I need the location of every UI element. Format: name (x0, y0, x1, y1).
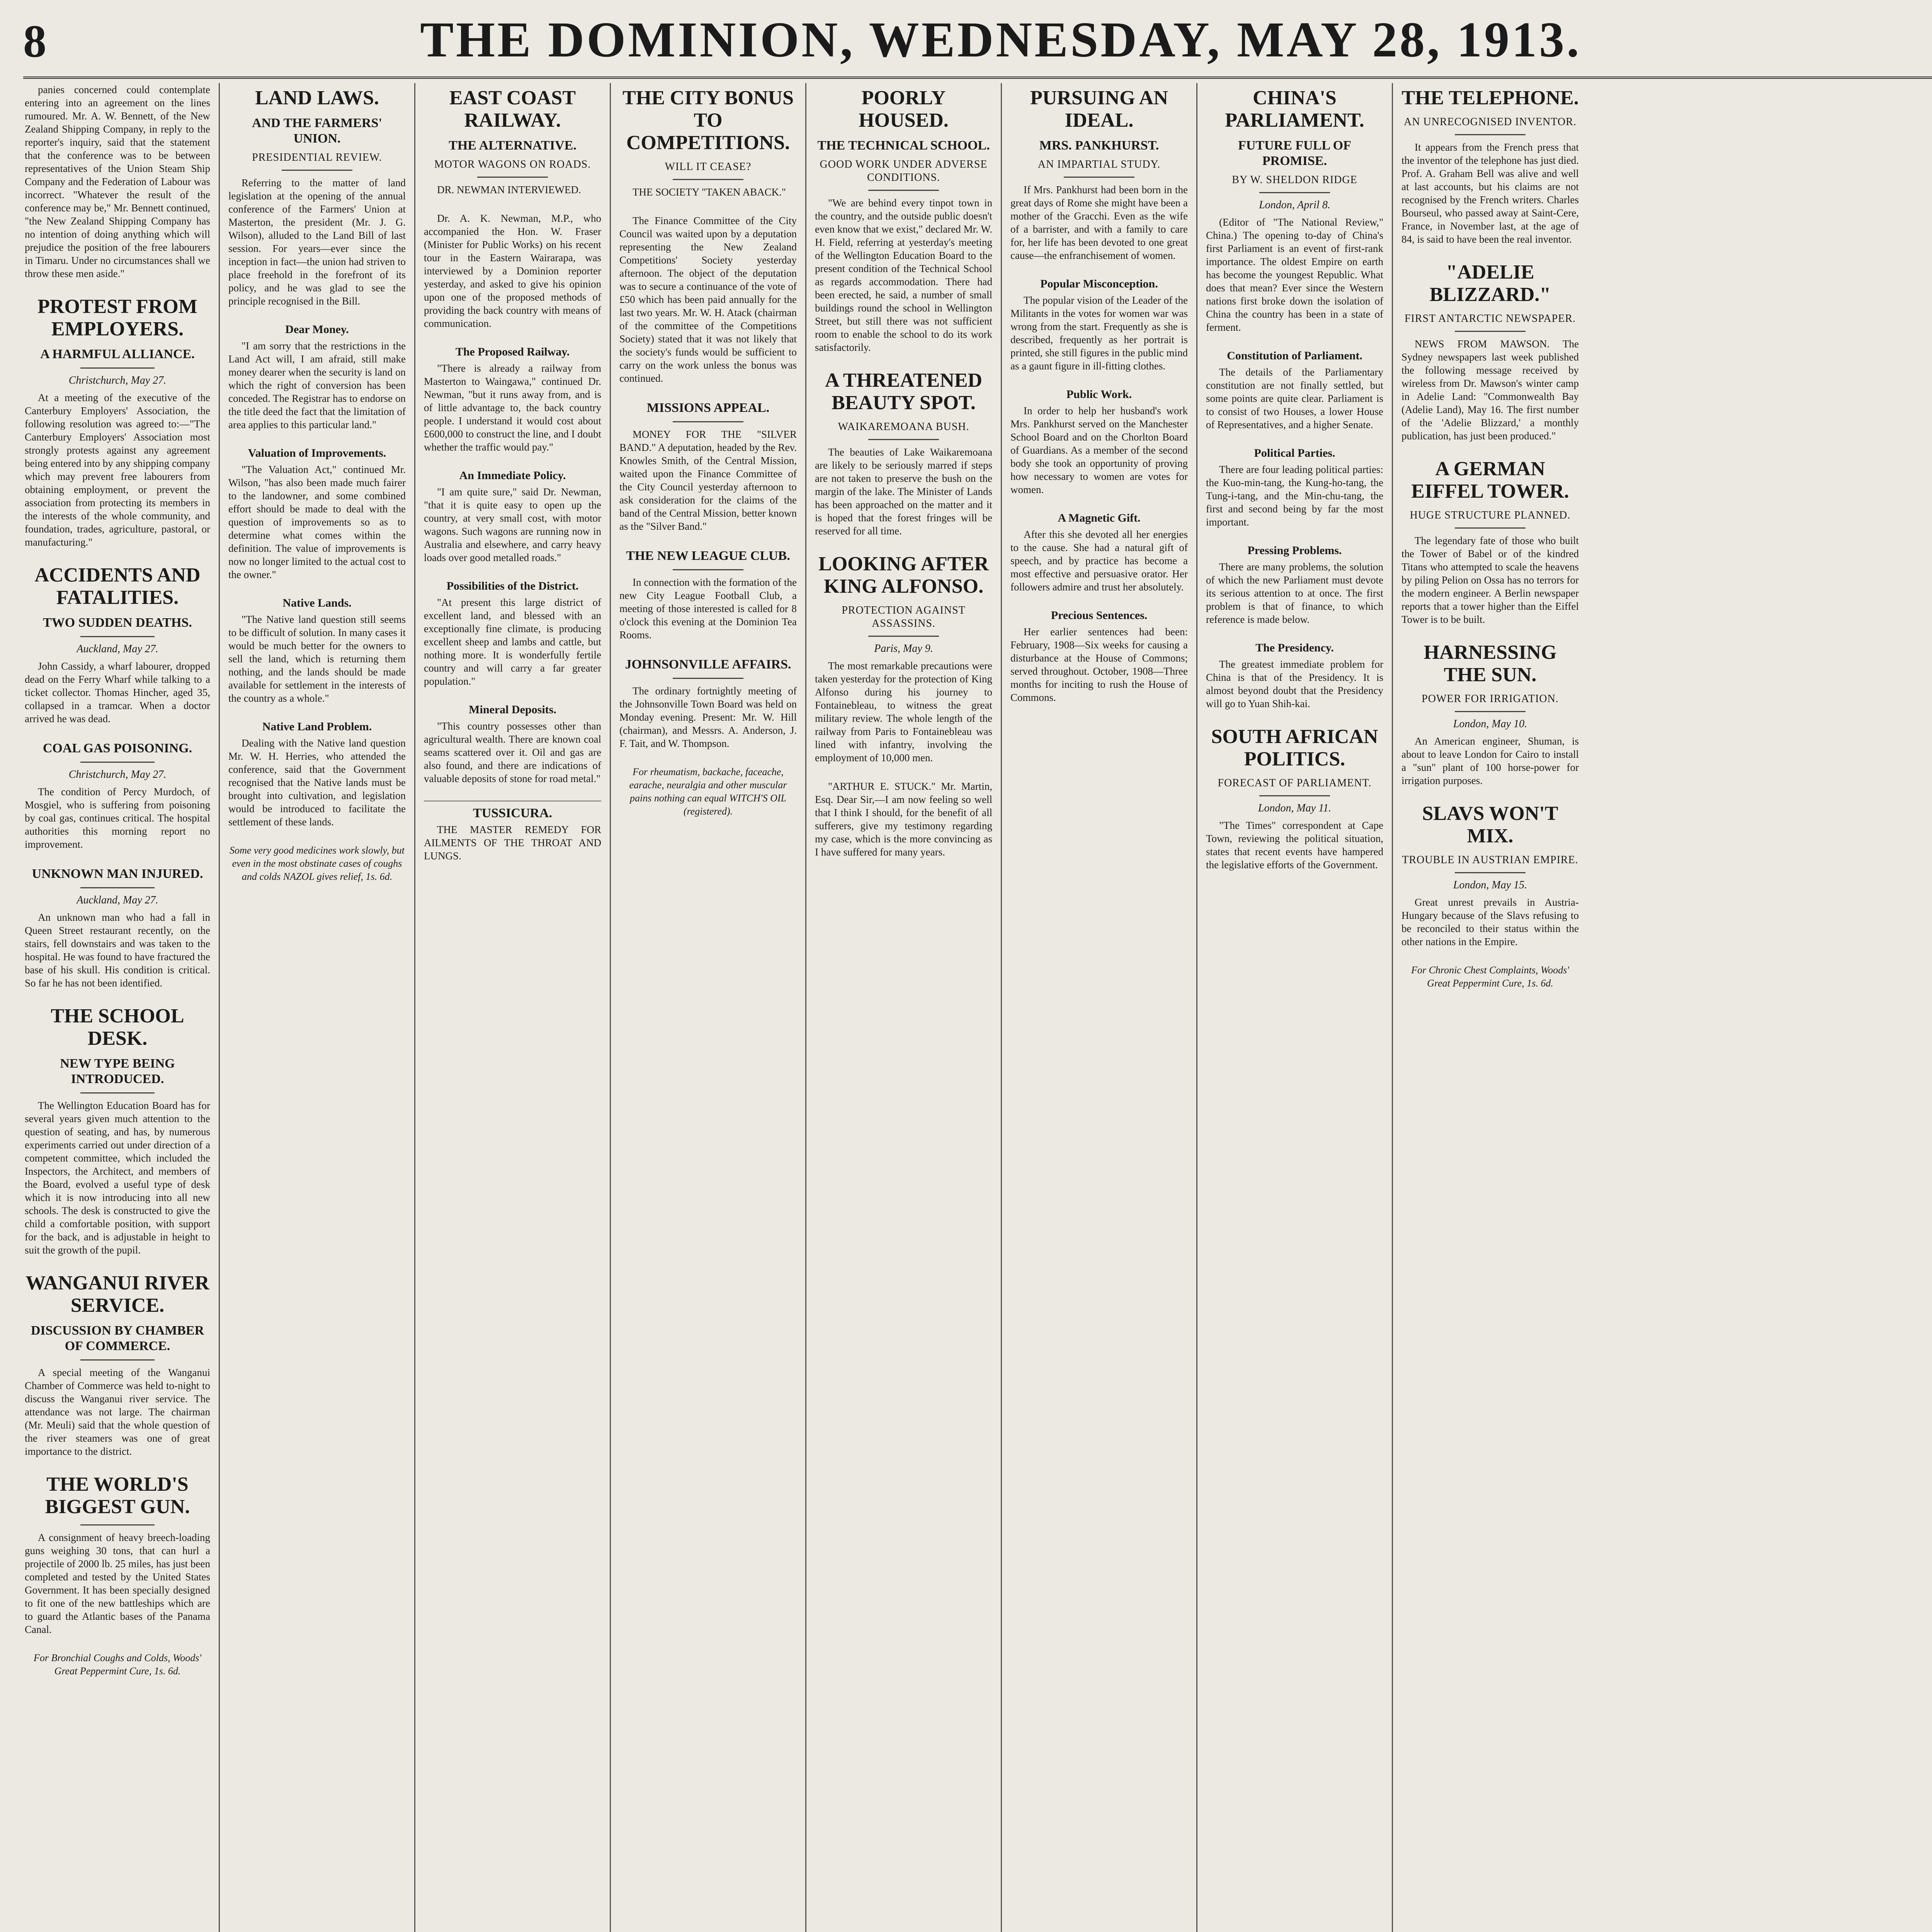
article-body: "There is already a railway from Masterton to Waingawa," continued Dr. Newman, "but it runs away from, and is of little advantage to, the back country people. I understand it would cost about £600,000 to construct the line, and I doubt whether the traffic would pay." (424, 362, 601, 453)
article (25, 741, 210, 851)
article-body: The most remarkable precautions were taken yesterday for the protection of King Alfonso during his journey to Fontainebleau, to witness the great military review. The whole length of the railway from Paris to Fontainebleau was lined with infantry, involving the employment of 10,000 men. (815, 660, 992, 764)
divider-rule (868, 190, 939, 191)
divider-rule (282, 170, 353, 171)
article (619, 765, 797, 818)
article-subheadline: TWO SUDDEN DEATHS. (43, 616, 192, 630)
page-number: 8 (23, 15, 46, 67)
newspaper-title: THE DOMINION, WEDNESDAY, MAY 28, 1913. (420, 12, 1582, 68)
article-deck: FIRST ANTARCTIC NEWSPAPER. (1404, 313, 1576, 325)
article (25, 83, 210, 280)
article-headline: PROTEST FROM EMPLOYERS. (37, 296, 197, 340)
advertisement-text: Some very good medicines work slowly, but even in the most obstinate cases of coughs and colds NAZOL gives relief, 1s. 6d. (230, 845, 405, 882)
article-dateline: London, May 11. (1258, 802, 1332, 814)
newspaper-columns (23, 83, 1932, 1932)
article-headline: SOUTH AFRICAN POLITICS. (1211, 726, 1378, 770)
section-heading: A Magnetic Gift. (1058, 512, 1141, 524)
divider-rule (80, 367, 155, 369)
article-body: Dr. A. K. Newman, M.P., who accompanied the Hon. W. Fraser (Minister for Public Works) on his recent tour in the Eastern Wairarapa, was interviewed by a Dominion reporter yesterday, and asked to give his opinion upon one of the proposed methods of providing the back country with means of communication. (424, 213, 601, 329)
article-body: "The Times" correspondent at Cape Town, reviewing the political situation, states that recent events have hampered the legislative efforts of the Government. (1206, 820, 1383, 871)
article-subheadline: THE ALTERNATIVE. (449, 138, 577, 153)
article (815, 369, 992, 537)
article (228, 447, 406, 581)
article (1010, 87, 1188, 262)
article-body: At a meeting of the executive of the Canterbury Employers' Association, the following resolution was agreed to:—"The Canterbury Employers' Association most strongly protests against any agreement being entered into by any shipping company which may prevent free labourers from obtaining employment, or prevent the association from protecting its members in the interests of the whole community, and foundation, trades, agriculture, pastoral, or manufacturing." (25, 392, 210, 548)
article-headline: POORLY HOUSED. (859, 87, 949, 131)
article-body: Referring to the matter of land legislation at the opening of the annual conference of the Farmers' Union at Masterton, the president (Mr. J. G. Wilson), alluded to the Land Bill of last session. For years—ever since the inception in fact—the union had striven to place freehold in the forefront of its policy, and he was glad to see the principle recognised in the Bill. (228, 177, 406, 307)
article-body: The greatest immediate problem for China is that of the Presidency. It is almost beyond doubt that the Presidency will go to Yuan Shih-kai. (1206, 658, 1383, 709)
advertisement-text: For rheumatism, backache, faceache, earache, neuralgia and other muscular pains nothing can equal WITCH'S OIL (registered). (629, 766, 787, 817)
article-body: A consignment of heavy breech-loading guns weighing 30 tons, that can hurl a projectile of 2000 lb. 25 miles, has just been completed and tested by the United States Government. It has been specially designed to fit one of the new battleships which are to guard the Atlantic bases of the Panama Canal. (25, 1532, 210, 1635)
article-headline: LAND LAWS. (255, 87, 379, 109)
column-6 (1001, 83, 1196, 1932)
article (619, 87, 797, 199)
article (619, 657, 797, 750)
section-heading: Political Parties. (1254, 447, 1335, 459)
article (815, 553, 992, 764)
article-body: The ordinary fortnightly meeting of the Johnsonville Town Board was held on Monday evening. Present: Mr. W. Hill (chairman), and Messrs. A. Anderson, J. F. Tait, and W. Thompson. (619, 685, 797, 749)
divider-rule (477, 177, 548, 178)
divider-rule (80, 1359, 155, 1361)
section-heading: Dear Money. (285, 323, 349, 336)
section-heading: Valuation of Improvements. (248, 447, 386, 459)
divider-rule (80, 1524, 155, 1526)
section-heading: Possibilities of the District. (446, 580, 579, 592)
article-deck: HUGE STRUCTURE PLANNED. (1410, 509, 1571, 521)
article-body: "This country possesses other than agricultural wealth. There are known coal seams scattered over it. Oil and gas are also found, and there are indications of valuable deposits of stone for road metal." (424, 720, 601, 784)
article-body: MONEY FOR THE "SILVER BAND." A deputation, headed by the Rev. Knowles Smith, of the Central Mission, waited upon the Finance Committee of the City Council yesterday afternoon to ask consideration for the claims of the band of the Central Mission, better known as the "Silver Band." (619, 429, 797, 532)
article-deck: AN IMPARTIAL STUDY. (1037, 158, 1161, 170)
divider-rule (868, 636, 939, 637)
article-body: It appears from the French press that the inventor of the telephone has just died. Prof. A. Graham Bell was alive and well at last accounts, but his claims are not recognised by the French writers. Charles Bourseul, who passed away at Saint-Cere, France, in November last, at the age of 84, is said to have been the real inventor. (1401, 141, 1579, 245)
article (25, 866, 210, 990)
article-headline: ACCIDENTS AND FATALITIES. (34, 564, 201, 609)
article-headline: THE TELEPHONE. (1401, 87, 1579, 109)
article-body: "The Native land question still seems to be difficult of solution. In many cases it would be much better for the owners to sell the land, which is returning them nothing, and the lands should be made available for settlement in the interests of the country as a whole." (228, 614, 406, 704)
article-dateline: Christchurch, May 27. (68, 374, 167, 386)
divider-rule (1259, 795, 1330, 796)
section-heading: The Presidency. (1255, 641, 1334, 654)
article-subheadline: COAL GAS POISONING. (43, 741, 192, 755)
article-subheadline: AND THE FARMERS' UNION. (252, 116, 382, 146)
column-4 (610, 83, 805, 1932)
article-headline: THE SCHOOL DESK. (51, 1005, 184, 1049)
article (1206, 349, 1383, 431)
article-body: The legendary fate of those who built the Tower of Babel or of the kindred Titans who attempted to scale the heavens by piling Pelion on Ossa has no terrors for the modern engineer. A Berlin newspaper reports that a tower higher than the Eiffel Tower is to be built. (1401, 535, 1579, 625)
article-dateline: Auckland, May 27. (77, 643, 158, 655)
article-deck: WAIKAREMOANA BUSH. (838, 421, 969, 433)
divider-rule (673, 179, 744, 180)
article-subheadline: THE TECHNICAL SCHOOL. (817, 138, 990, 153)
masthead (23, 11, 1932, 79)
article-body: John Cassidy, a wharf labourer, dropped dead on the Ferry Wharf while talking to a ticket collector. Thomas Hincher, aged 35, collapsed in a tramcar. When a doctor arrived he was dead. (25, 660, 210, 724)
column-2 (219, 83, 414, 1932)
article (619, 548, 797, 641)
article-body: "I am quite sure," said Dr. Newman, "that it is quite easy to open up the country, at very small cost, with motor wagons. Such wagons are running now in Australia and elsewhere, and carry heavy loads over good metalled roads." (424, 486, 601, 563)
article-body: "We are behind every tinpot town in the country, and the outside public doesn't even know that we exist," declared Mr. W. H. Field, referring at yesterday's meeting of the Wellington Education Board to the present condition of the Technical School as regards accommodation. There had been erected, he said, a number of small buildings round the school in Wellington Street, but still there was not sufficient room to enable the school to do its work satisfactorily. (815, 197, 992, 353)
article (1401, 87, 1579, 246)
section-heading: The Proposed Railway. (455, 345, 570, 358)
article (815, 780, 992, 859)
article-headline: HARNESSING THE SUN. (1423, 641, 1557, 686)
section-heading: Pressing Problems. (1247, 544, 1342, 557)
article (619, 214, 797, 385)
article (228, 87, 406, 308)
divider-rule (1455, 134, 1526, 135)
divider-rule (80, 636, 155, 637)
article-dateline: Christchurch, May 27. (68, 769, 167, 781)
article-headline: TUSSICURA. (424, 801, 601, 820)
divider-rule (80, 887, 155, 888)
article-deck: TROUBLE IN AUSTRIAN EMPIRE. (1402, 854, 1578, 866)
article-body: Dealing with the Native land question Mr. W. H. Herries, who attended the conference, said that the Government recognised that the Native lands must be brought into cultivation, and legislation would be introduced to facilitate the settlement of these lands. (228, 737, 406, 828)
divider-rule (673, 569, 744, 570)
advertisement-text: For Bronchial Coughs and Colds, Woods' Great Peppermint Cure, 1s. 6d. (33, 1652, 202, 1677)
article-deck: PRESIDENTIAL REVIEW. (252, 151, 382, 163)
article-body: There are four leading political parties: the Kuo-min-tang, the Kung-ho-tang, the Tung-i-tang, and the Min-chu-tang, the first and second being by far the most important. (1206, 464, 1383, 528)
section-heading: Popular Misconception. (1040, 277, 1158, 290)
article-headline: WANGANUI RIVER SERVICE. (26, 1272, 209, 1316)
divider-rule (80, 762, 155, 763)
article (1010, 512, 1188, 594)
article (424, 580, 601, 688)
article-dateline: Paris, May 9. (874, 643, 933, 655)
column-3 (414, 83, 610, 1932)
divider-rule (1455, 711, 1526, 712)
article-subheadline: JOHNSONVILLE AFFAIRS. (625, 657, 791, 672)
section-heading: Native Land Problem. (262, 720, 372, 733)
article-deck: BY W. SHELDON RIDGE (1232, 174, 1357, 186)
article (228, 720, 406, 828)
section-heading: Constitution of Parliament. (1227, 349, 1362, 362)
article-headline: A GERMAN EIFFEL TOWER. (1411, 458, 1569, 502)
article-dateline: London, April 8. (1259, 199, 1330, 211)
divider-rule (1455, 331, 1526, 332)
article (25, 1005, 210, 1257)
article-deck: FORECAST OF PARLIAMENT. (1218, 777, 1372, 789)
article (424, 87, 601, 196)
article (1010, 277, 1188, 372)
article (619, 400, 797, 533)
article (1206, 641, 1383, 710)
article-headline: "ADELIE BLIZZARD." (1429, 261, 1551, 306)
article-deck: WILL IT CEASE? (665, 161, 752, 173)
article (228, 597, 406, 705)
article-body: In connection with the formation of the new City League Football Club, a meeting of those interested is called for 8 o'clock this evening at the Dominion Tea Rooms. (619, 577, 797, 641)
article-body: If Mrs. Pankhurst had been born in the great days of Rome she might have been a mother of the Gracchi. Even as the wife of a barrister, and with a family to care for, her life has been devoted to one great cause—the enfranchisement of women. (1010, 184, 1188, 261)
divider-rule (868, 439, 939, 440)
article (1206, 87, 1383, 334)
article-body: The condition of Percy Murdoch, of Mosgiel, who is suffering from poisoning by coal gas, continues critical. The hospital authorities this morning report no improvement. (25, 786, 210, 850)
article-dateline: London, May 10. (1453, 718, 1527, 730)
article-body: An American engineer, Shuman, is about to leave London for Cairo to install a "sun" plant of 100 horse-power for irrigation purposes. (1401, 735, 1579, 786)
advertisement-text: For Chronic Chest Complaints, Woods' Great Peppermint Cure, 1s. 6d. (1411, 964, 1569, 989)
article (1010, 388, 1188, 496)
article (228, 844, 406, 883)
article (1401, 803, 1579, 948)
article-body: "The Valuation Act," continued Mr. Wilson, "has also been made much fairer to the landowner, and some combined effort should be made to deal with the question of improvements so as to determine what comes within the definition. The value of improvements is now no longer limited to the actual cost to the owner." (228, 464, 406, 580)
article (1206, 726, 1383, 871)
article-body: NEWS FROM MAWSON. The Sydney newspapers last week published the following message received by wireless from Dr. Mawson's winter camp in Adelie Land: "Commonwealth Bay (Adelie Land), May 16. The first number of the 'Adelie Blizzard,' a monthly publication, has just been produced." (1401, 338, 1579, 442)
article-subheadline: DISCUSSION BY CHAMBER OF COMMERCE. (31, 1323, 204, 1353)
section-heading: An Immediate Policy. (459, 469, 566, 482)
article-body: After this she devoted all her energies to the cause. She had a natural gift of speech, and by practice has become a most effective and persuasive orator. Her followers admire and trust her absolutely. (1010, 529, 1188, 593)
article-body: The details of the Parliamentary constitution are not finally settled, but some points are quite clear. Parliament is to consist of two Houses, a lower House of Representatives, and a higher Senate. (1206, 366, 1383, 430)
article (424, 469, 601, 564)
article (25, 1651, 210, 1678)
article-deck: POWER FOR IRRIGATION. (1422, 693, 1559, 705)
article-body: A special meeting of the Wanganui Chamber of Commerce was held to-night to discuss the Wanganui river service. The attendance was not large. The chairman (Mr. Meuli) said that the whole question of the river steamers was one of great importance to the district. (25, 1367, 210, 1457)
article (1401, 458, 1579, 626)
article-subheadline: MISSIONS APPEAL. (646, 401, 770, 415)
divider-rule (1064, 177, 1135, 178)
article-body: In order to help her husband's work Mrs. Pankhurst served on the Manchester School Board and on the Chorlton Board of Guardians. As a member of the second body she took an opportunity of proving how necessary to women are votes for women. (1010, 405, 1188, 495)
article-subheadline: UNKNOWN MAN INJURED. (32, 867, 203, 881)
article-headline: A THREATENED BEAUTY SPOT. (825, 369, 982, 414)
article-body: "At present this large district of excellent land, and blessed with an exceptionally fine climate, is producing excellent sheep and lambs and cattle, but nothing more. It is wonderfully fertile country and will carry a far greater population." (424, 597, 601, 687)
article (424, 801, 601, 862)
article-headline: SLAVS WON'T MIX. (1422, 803, 1558, 847)
article-headline: EAST COAST RAILWAY. (449, 87, 576, 131)
article (25, 564, 210, 725)
article-deck: MOTOR WAGONS ON ROADS. (434, 158, 591, 170)
divider-rule (80, 1092, 155, 1094)
divider-rule (673, 421, 744, 422)
article (1401, 641, 1579, 787)
section-heading: Native Lands. (282, 597, 352, 609)
column-7 (1196, 83, 1392, 1932)
article-headline: PURSUING AN IDEAL. (1030, 87, 1168, 131)
article (1010, 609, 1188, 704)
section-heading: Public Work. (1066, 388, 1132, 401)
article-body: "I am sorry that the restrictions in the Land Act will, I am afraid, still make money dearer when the security is land on which the right of conversion has been conceded. The Registrar has to endorse on the title deed the fact that the limitation of area applies to this particular land." (228, 340, 406, 430)
article-headline: THE CITY BONUS TO COMPETITIONS. (622, 87, 794, 154)
article-headline: LOOKING AFTER KING ALFONSO. (818, 553, 989, 597)
article-body: (Editor of "The National Review," China.) The opening to-day of China's first Parliament is an event of first-rank importance. The oldest Empire on earth has become the youngest Republic. What does that mean? Ever since the Western nations first broke down the isolation of China the country has been in a state of ferment. (1206, 216, 1383, 333)
article-subheadline: FUTURE FULL OF PROMISE. (1238, 138, 1351, 168)
article-headline: THE WORLD'S BIGGEST GUN. (45, 1473, 190, 1518)
article-subheadline: THE NEW LEAGUE CLUB. (626, 549, 790, 563)
section-heading: Mineral Deposits. (469, 703, 556, 716)
article-body: "ARTHUR E. STUCK." Mr. Martin, Esq. Dear Sir,—I am now feeling so well that I think I should, for the benefit of all sufferers, give my testimony regarding my case, which is the more convincing as I have suffered for many years. (815, 781, 992, 858)
article (424, 345, 601, 454)
article-dateline: London, May 15. (1453, 879, 1527, 891)
section-heading: Precious Sentences. (1051, 609, 1148, 622)
column-8 (1392, 83, 1587, 1932)
article (424, 212, 601, 330)
article (25, 1272, 210, 1458)
article-dateline: Auckland, May 27. (77, 894, 158, 906)
article-body: THE MASTER REMEDY FOR AILMENTS OF THE THROAT AND LUNGS. (424, 824, 601, 862)
article-subheadline: A HARMFUL ALLIANCE. (40, 347, 195, 361)
article-body: The Wellington Education Board has for several years given much attention to the question of seating, and has, by numerous experiments carried out under direction of a competent committee, which included the Inspectors, the Architect, and members of the Board, evolved a useful type of desk which it is now introducing into all new schools. The desk is constructed to give the child a comfortable position, with support for the back, and is adjustable in height to suit the growth of the pupil. (25, 1100, 210, 1256)
article-headline: CHINA'S PARLIAMENT. (1225, 87, 1364, 131)
article-body: An unknown man who had a fall in Queen Street restaurant recently, on the stairs, fell downstairs and was taken to the hospital. He was found to have fractured the base of his skull. His condition is critical. So far he has not been identified. (25, 912, 210, 989)
divider-rule (1455, 527, 1526, 529)
article (1206, 447, 1383, 529)
article-body: The beauties of Lake Waikaremoana are likely to be seriously marred if steps are not taken to preserve the bush on the margin of the lake. The Minister of Lands has been approached on the matter and it is hoped that the forest fringes will be reserved for all time. (815, 446, 992, 537)
divider-rule (1259, 192, 1330, 193)
divider-rule (673, 678, 744, 679)
article-subheadline: NEW TYPE BEING INTRODUCED. (60, 1056, 175, 1086)
article-deck: GOOD WORK UNDER ADVERSE CONDITIONS. (820, 158, 988, 184)
article-deck: AN UNRECOGNISED INVENTOR. (1404, 116, 1577, 128)
article-body: THE SOCIETY "TAKEN ABACK." (633, 186, 786, 198)
article-body: Great unrest prevails in Austria-Hungary because of the Slavs refusing to be reconciled to their status within the other nations in the Empire. (1401, 896, 1579, 947)
article (1401, 964, 1579, 990)
column-5 (805, 83, 1001, 1932)
divider-rule (1455, 872, 1526, 873)
article (1206, 544, 1383, 626)
article (1401, 261, 1579, 442)
article-body: The popular vision of the Leader of the Militants in the votes for women war was wrong from the start. Frequently as she is described, frequently as her portrait is printed, she still figures in the public mind as a gaunt figure in ill-fitting clothes. (1010, 294, 1188, 372)
article-body: The Finance Committee of the City Council was waited upon by a deputation representing the New Zealand Competitions' Society yesterday afternoon. The object of the deputation was to secure a continuance of the vote of £50 which has been paid annually for the last two years. Mr. W. H. Atack (chairman of the committee of the Competitions Society) stated that it was not likely that the society's funds would be sufficient to carry on the work unless the bonus was continued. (619, 215, 797, 384)
article-body: Her earlier sentences had been: February, 1908—Six weeks for causing a disturbance at the House of Commons; served throughout. October, 1908—Three months for inciting to rush the House of Commons. (1010, 626, 1188, 703)
article-subheadline: MRS. PANKHURST. (1039, 138, 1159, 153)
article-body: panies concerned could contemplate entering into an agreement on the lines rumoured. Mr. A. W. Bennett, of the New Zealand Shipping Company, in reply to the reporter's inquiry, said that the statement that the conference was to be between representatives of the Union Steam Ship Company and the Federation of Labour was incorrect. "Whatever the result of the conference may be," Mr. Bennett continued, "the New Zealand Shipping Company has no intention of doing anything which will prejudice the position of the free labourers in Timaru. Under no circumstances shall we throw these men aside." (25, 84, 210, 279)
article-deck: PROTECTION AGAINST ASSASSINS. (842, 604, 966, 629)
article (25, 296, 210, 549)
article (228, 323, 406, 431)
article-body: There are many problems, the solution of which the new Parliament must devote its serious attention to at once. The first problem is that of finance, to which reference is made below. (1206, 561, 1383, 625)
article (424, 703, 601, 785)
column-1 (23, 83, 219, 1932)
article (25, 1473, 210, 1636)
article (815, 87, 992, 354)
article-body: DR. NEWMAN INTERVIEWED. (437, 184, 581, 196)
